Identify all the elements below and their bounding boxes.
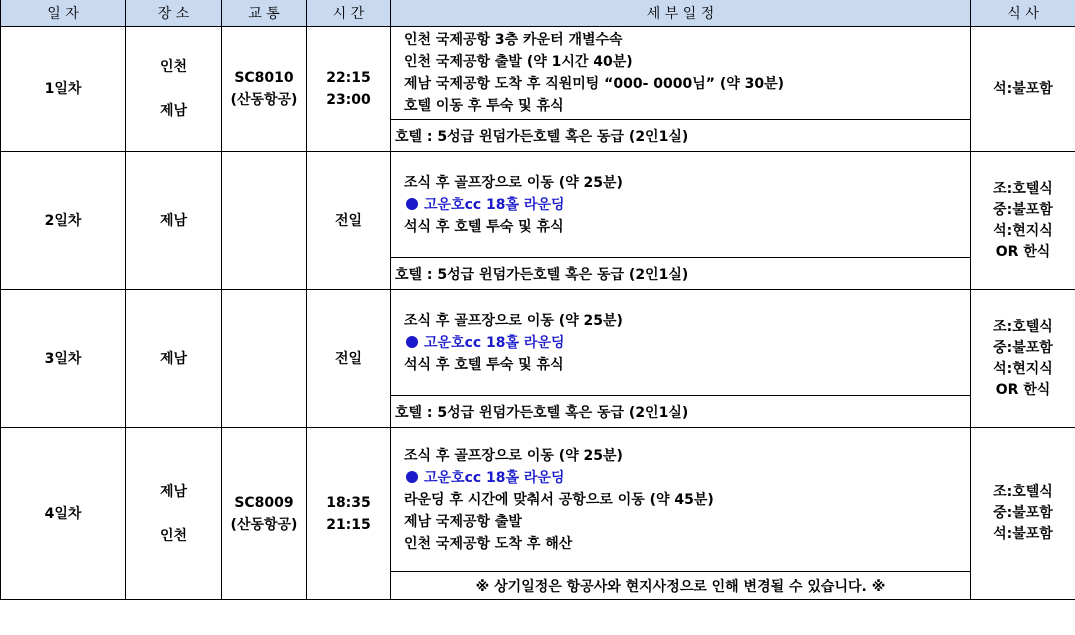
place-cell [126,27,222,152]
schedule-line [404,172,970,194]
schedule-text: 조식 후 골프장으로 이동 (약 25분) [404,174,623,191]
place-label: 제남 [159,212,188,229]
meal-cell [971,152,1075,290]
airline-name: (산동항공) [230,92,298,108]
bullet-icon [406,471,418,483]
schedule-text: 석식 후 호텔 투숙 및 휴식 [404,218,564,235]
day-label: 3일차 [44,350,82,367]
header-schedule [391,0,971,27]
time-cell [307,152,391,290]
schedule-line [404,73,970,95]
airline-name: (산동항공) [230,516,298,533]
meal-cell [971,290,1075,428]
schedule-cell [391,27,971,120]
meal-label: 조:호텔식 [993,180,1053,197]
header-place: 장 소 [126,0,222,27]
schedule-cell [391,428,971,572]
header-time: 시 간 [307,0,391,27]
hotel-cell: 호텔 : 5성급 윈덤가든호텔 혹은 동급 (2인1실) [391,396,971,428]
header-transport: 교 통 [222,0,307,27]
time-label: 전일 [334,212,363,229]
place-label: 제남 [159,103,188,119]
schedule-line [404,194,970,216]
schedule-text: 고운호cc 18홀 라운딩 [424,196,565,213]
meal-label: 석:불포함 [993,80,1053,97]
schedule-text: 호텔 이동 후 투숙 및 휴식 [404,98,564,114]
header-meal: 식 사 [971,0,1075,27]
schedule-line [404,51,970,73]
schedule-line [404,29,970,51]
day-row [1,428,1075,572]
bullet-icon [406,198,418,210]
schedule-text: 인천 국제공항 도착 후 해산 [404,535,573,552]
meal-label: 중:불포함 [993,201,1053,218]
time-label: 22:15 [326,70,371,86]
notice-cell: ※ 상기일정은 항공사와 현지사정으로 인해 변경될 수 있습니다. ※ [391,572,971,600]
transport-cell [222,290,307,428]
schedule-line [404,511,970,533]
meal-label: 조:호텔식 [993,484,1053,500]
time-cell [307,27,391,152]
time-cell [307,290,391,428]
schedule-cell [391,290,971,396]
schedule-text: 석식 후 호텔 투숙 및 휴식 [404,356,564,373]
schedule-text: 고운호cc 18홀 라운딩 [424,334,565,351]
place-cell [126,152,222,290]
flight-number: SC8010 [234,70,294,86]
bullet-icon [406,336,418,348]
place-label: 제남 [159,350,188,367]
meal-label: 중:불포함 [993,339,1053,356]
meal-cell [971,27,1075,152]
day-cell [1,290,126,428]
day-label: 1일차 [44,81,82,97]
meal-label: OR 한식 [995,243,1051,260]
transport-cell [222,27,307,152]
place-label: 인천 [159,59,188,75]
schedule-text: 조식 후 골프장으로 이동 (약 25분) [404,447,623,464]
place-cell [126,290,222,428]
schedule-line [404,95,970,117]
transport-cell [222,152,307,290]
schedule-line [404,354,970,376]
day-cell [1,27,126,152]
day-cell [1,428,126,600]
place-label: 인천 [159,527,188,544]
transport-cell [222,428,307,600]
day-label: 2일차 [44,212,82,229]
header-schedule-label: 세 부 일 정 [646,6,715,22]
day-row [1,27,1075,120]
header-day: 일 자 [1,0,126,27]
schedule-text: 인천 국제공항 3층 카운터 개별수속 [404,32,623,48]
place-cell [126,428,222,600]
schedule-line [404,489,970,511]
time-label: 전일 [334,350,363,367]
schedule-line [404,445,970,467]
day-row [1,290,1075,396]
meal-label: 석:현지식 [993,360,1053,377]
meal-cell [971,428,1075,600]
time-cell [307,428,391,600]
header-row [1,0,1075,27]
day-cell [1,152,126,290]
hotel-cell: 호텔 : 5성급 윈덤가든호텔 혹은 동급 (2인1실) [391,120,971,152]
schedule-cell [391,152,971,258]
hotel-cell: 호텔 : 5성급 윈덤가든호텔 혹은 동급 (2인1실) [391,258,971,290]
schedule-line [404,332,970,354]
schedule-line [404,310,970,332]
schedule-text: 라운딩 후 시간에 맞춰서 공항으로 이동 (약 45분) [404,491,714,508]
meal-label: 석:불포함 [993,526,1053,542]
day-row [1,152,1075,258]
time-label: 23:00 [326,92,371,108]
schedule-line [404,467,970,489]
place-label: 제남 [159,483,188,500]
schedule-line [404,533,970,555]
schedule-text: 제남 국제공항 출발 [404,513,522,530]
schedule-text: 인천 국제공항 출발 (약 1시간 40분) [404,54,633,70]
schedule-text: 제남 국제공항 도착 후 직원미팅 “000- 0000님” (약 30분) [404,76,785,92]
meal-label: OR 한식 [995,381,1051,398]
day-label: 4일차 [44,505,82,522]
meal-label: 중:불포함 [993,505,1053,521]
schedule-line [404,216,970,238]
schedule-text: 조식 후 골프장으로 이동 (약 25분) [404,312,623,329]
time-label: 18:35 [326,494,371,511]
meal-label: 석:현지식 [993,222,1053,239]
time-label: 21:15 [326,516,371,533]
schedule-text: 고운호cc 18홀 라운딩 [424,469,565,486]
meal-label: 조:호텔식 [993,318,1053,335]
flight-number: SC8009 [234,494,294,511]
